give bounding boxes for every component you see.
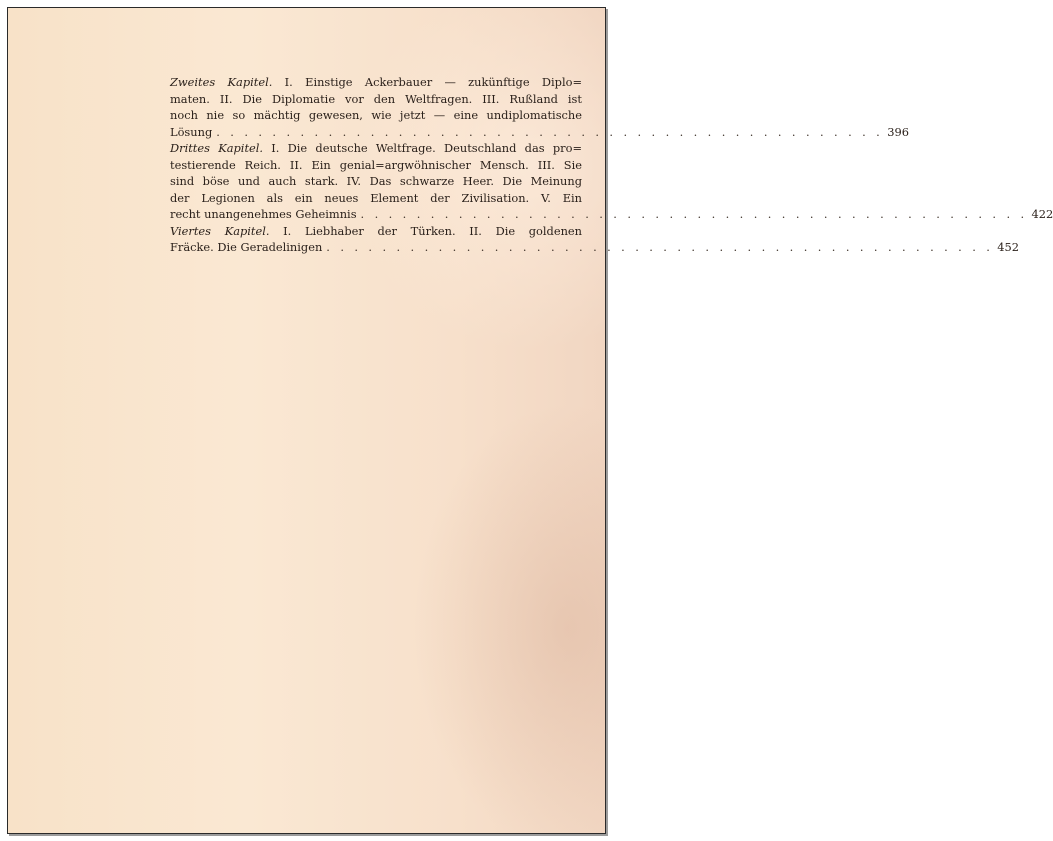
toc-line [170, 74, 582, 91]
toc-line [170, 140, 582, 157]
toc-last-line [170, 124, 909, 141]
toc-text: I. Liebhaber der Türken. II. Die goldenen [269, 223, 582, 238]
toc-line: sind böse und auch stark. IV. Das schwarze Heer. Die Meinung [170, 174, 582, 188]
toc-entry-drittes-kapitel [170, 140, 1053, 223]
toc-last-line [170, 239, 1020, 256]
toc-line [170, 223, 582, 240]
chapter-heading: Viertes Kapitel. [170, 223, 270, 238]
page-number: 452 [997, 240, 1020, 254]
toc-text: I. Einstige Ackerbauer — zukünftige Diplo= [272, 75, 582, 89]
toc-text: I. Die deutsche Weltfrage. Deutschland das pro= [263, 141, 582, 155]
toc-line: testierende Reich. II. Ein genial=argwöhnischer Mensch. III. Sie [170, 157, 582, 172]
chapter-heading: Zweites Kapitel. [170, 75, 273, 89]
page-number: 422 [1031, 207, 1053, 221]
toc-entry-viertes-kapitel [170, 223, 1020, 256]
toc-text: Lösung [170, 124, 213, 139]
dot-leader: . . . . . . . . . . . . . . . . . . . . . . . . . . . . . . . . . . . . . . . . . . . . . . . . [326, 240, 994, 254]
table-of-contents [170, 74, 1053, 256]
toc-last-line [170, 206, 1053, 223]
toc-line: noch nie so mächtig gewesen, wie jetzt — eine undiplomatische [170, 108, 582, 122]
toc-text: recht unangenehmes Geheimnis [170, 207, 357, 221]
toc-entry-zweites-kapitel [170, 74, 909, 140]
dot-leader: . . . . . . . . . . . . . . . . . . . . . . . . . . . . . . . . . . . . . . . . . . . . . . . . [216, 124, 884, 139]
toc-line: der Legionen als ein neues Element der Zivilisation. V. Ein [170, 190, 582, 205]
toc-line: maten. II. Die Diplomatie vor den Weltfragen. III. Rußland ist [170, 91, 582, 106]
book-page [7, 7, 1053, 834]
toc-text: Fräcke. Die Geradelinigen [170, 240, 323, 254]
page-number: 396 [887, 124, 909, 139]
chapter-heading: Drittes Kapitel. [170, 141, 264, 155]
dot-leader: . . . . . . . . . . . . . . . . . . . . . . . . . . . . . . . . . . . . . . . . . . . . . . . . [360, 207, 1028, 221]
